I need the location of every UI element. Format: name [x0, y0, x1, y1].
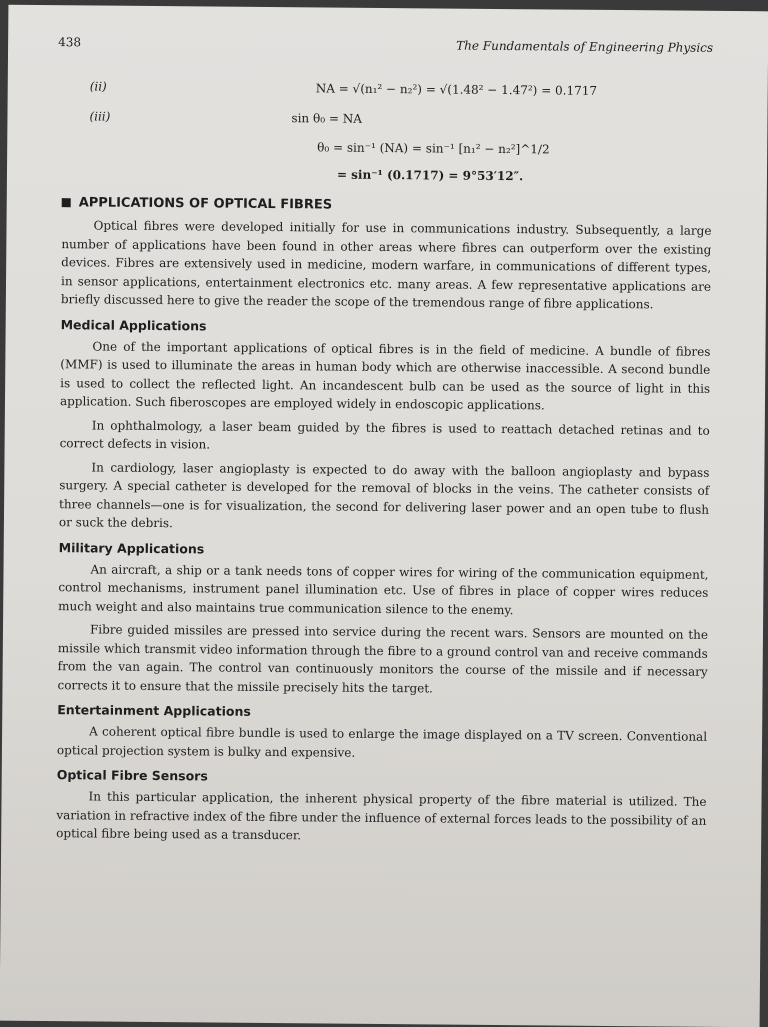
equation-na: NA = √(n₁² − n₂²) = √(1.48² − 1.47²) = 0.1717: [315, 81, 598, 98]
running-title: The Fundamentals of Engineering Physics: [456, 38, 714, 55]
medical-paragraph-1: One of the important applications of optical fibres is in the field of medicine. A bundle of fibres (MMF) is used to illuminate the areas in human body which are otherwise inaccessible. A second bundle is used to collect the reflected light. An incandescent bulb can be used as the source of light in this application. Such fiberoscopes are employed widely in endoscopic applications.: [59, 338, 711, 413]
military-heading: Military Applications: [58, 539, 205, 556]
medical-heading: Medical Applications: [60, 316, 207, 333]
sensors-heading: Optical Fibre Sensors: [56, 767, 208, 784]
square-bullet-icon: [62, 198, 71, 207]
section-heading: APPLICATIONS OF OPTICAL FIBRES: [62, 195, 712, 216]
sensors-paragraph: In this particular application, the inherent physical property of the fibre material is utilized. The variation in refractive index of the fibre under the influence of external forces leads to the possibility of an optical fibre being used as a transducer.: [56, 789, 707, 843]
equation-theta: θ₀ = sin⁻¹ (NA) = sin⁻¹ [n₁² − n₂²]^1/2: [317, 140, 550, 157]
equation-label-ii: (ii): [89, 79, 107, 94]
page-number: 438: [58, 35, 82, 50]
medical-paragraph-3: In cardiology, laser angioplasty is expected to do away with the balloon angioplasty and bypass surgery. A special catheter is developed for the removal of blocks in the veins. The catheter consists of three channels—one is for visualization, the second for delivering laser power and an open tube to flush or suck the debris.: [58, 459, 710, 531]
medical-paragraph-2: In ophthalmology, a laser beam guided by the fibres is used to reattach detached retinas and to correct defects in vision.: [59, 417, 710, 452]
equation-sin-theta: sin θ₀ = NA: [291, 111, 362, 126]
equation-result: = sin⁻¹ (0.1717) = 9°53′12″.: [336, 167, 524, 184]
entertainment-heading: Entertainment Applications: [57, 702, 251, 719]
applications-section: [56, 195, 712, 853]
entertainment-paragraph: A coherent optical fibre bundle is used to enlarge the image displayed on a TV screen. Conventional optical projection system is bulky and expensive.: [56, 724, 708, 760]
equation-label-iii: (iii): [89, 109, 111, 124]
military-paragraph-2: Fibre guided missiles are pressed into service during the recent wars. Sensors are mounted on the missile which transmit video information through the fibre to a ground control van and receive commands from the van again. The control van continuously monitors the course of the missile and if necessary corrects it to ensure that the missile precisely hits the target.: [57, 622, 709, 695]
intro-paragraph: Optical fibres were developed initially for use in communications industry. Subsequently, a large number of applications have been found in other areas where fibres can outperform over the existing devices. Fibres are extensively used in medicine, modern warfare, in communications of different types, in sensor applications, entertainment electronics etc. many areas. A few representative applications are briefly discussed here to give the reader the scope of the tremendous range of fibre applications.: [60, 218, 712, 312]
military-paragraph-1: An aircraft, a ship or a tank needs tons of copper wires for wiring of the communication equipment, control mechanisms, instrument panel illumination etc. Use of fibres in place of copper wires reduces much weight and also maintains true communication silence to the enemy.: [58, 561, 709, 617]
page-header: [58, 35, 713, 61]
book-page: [0, 5, 768, 1027]
